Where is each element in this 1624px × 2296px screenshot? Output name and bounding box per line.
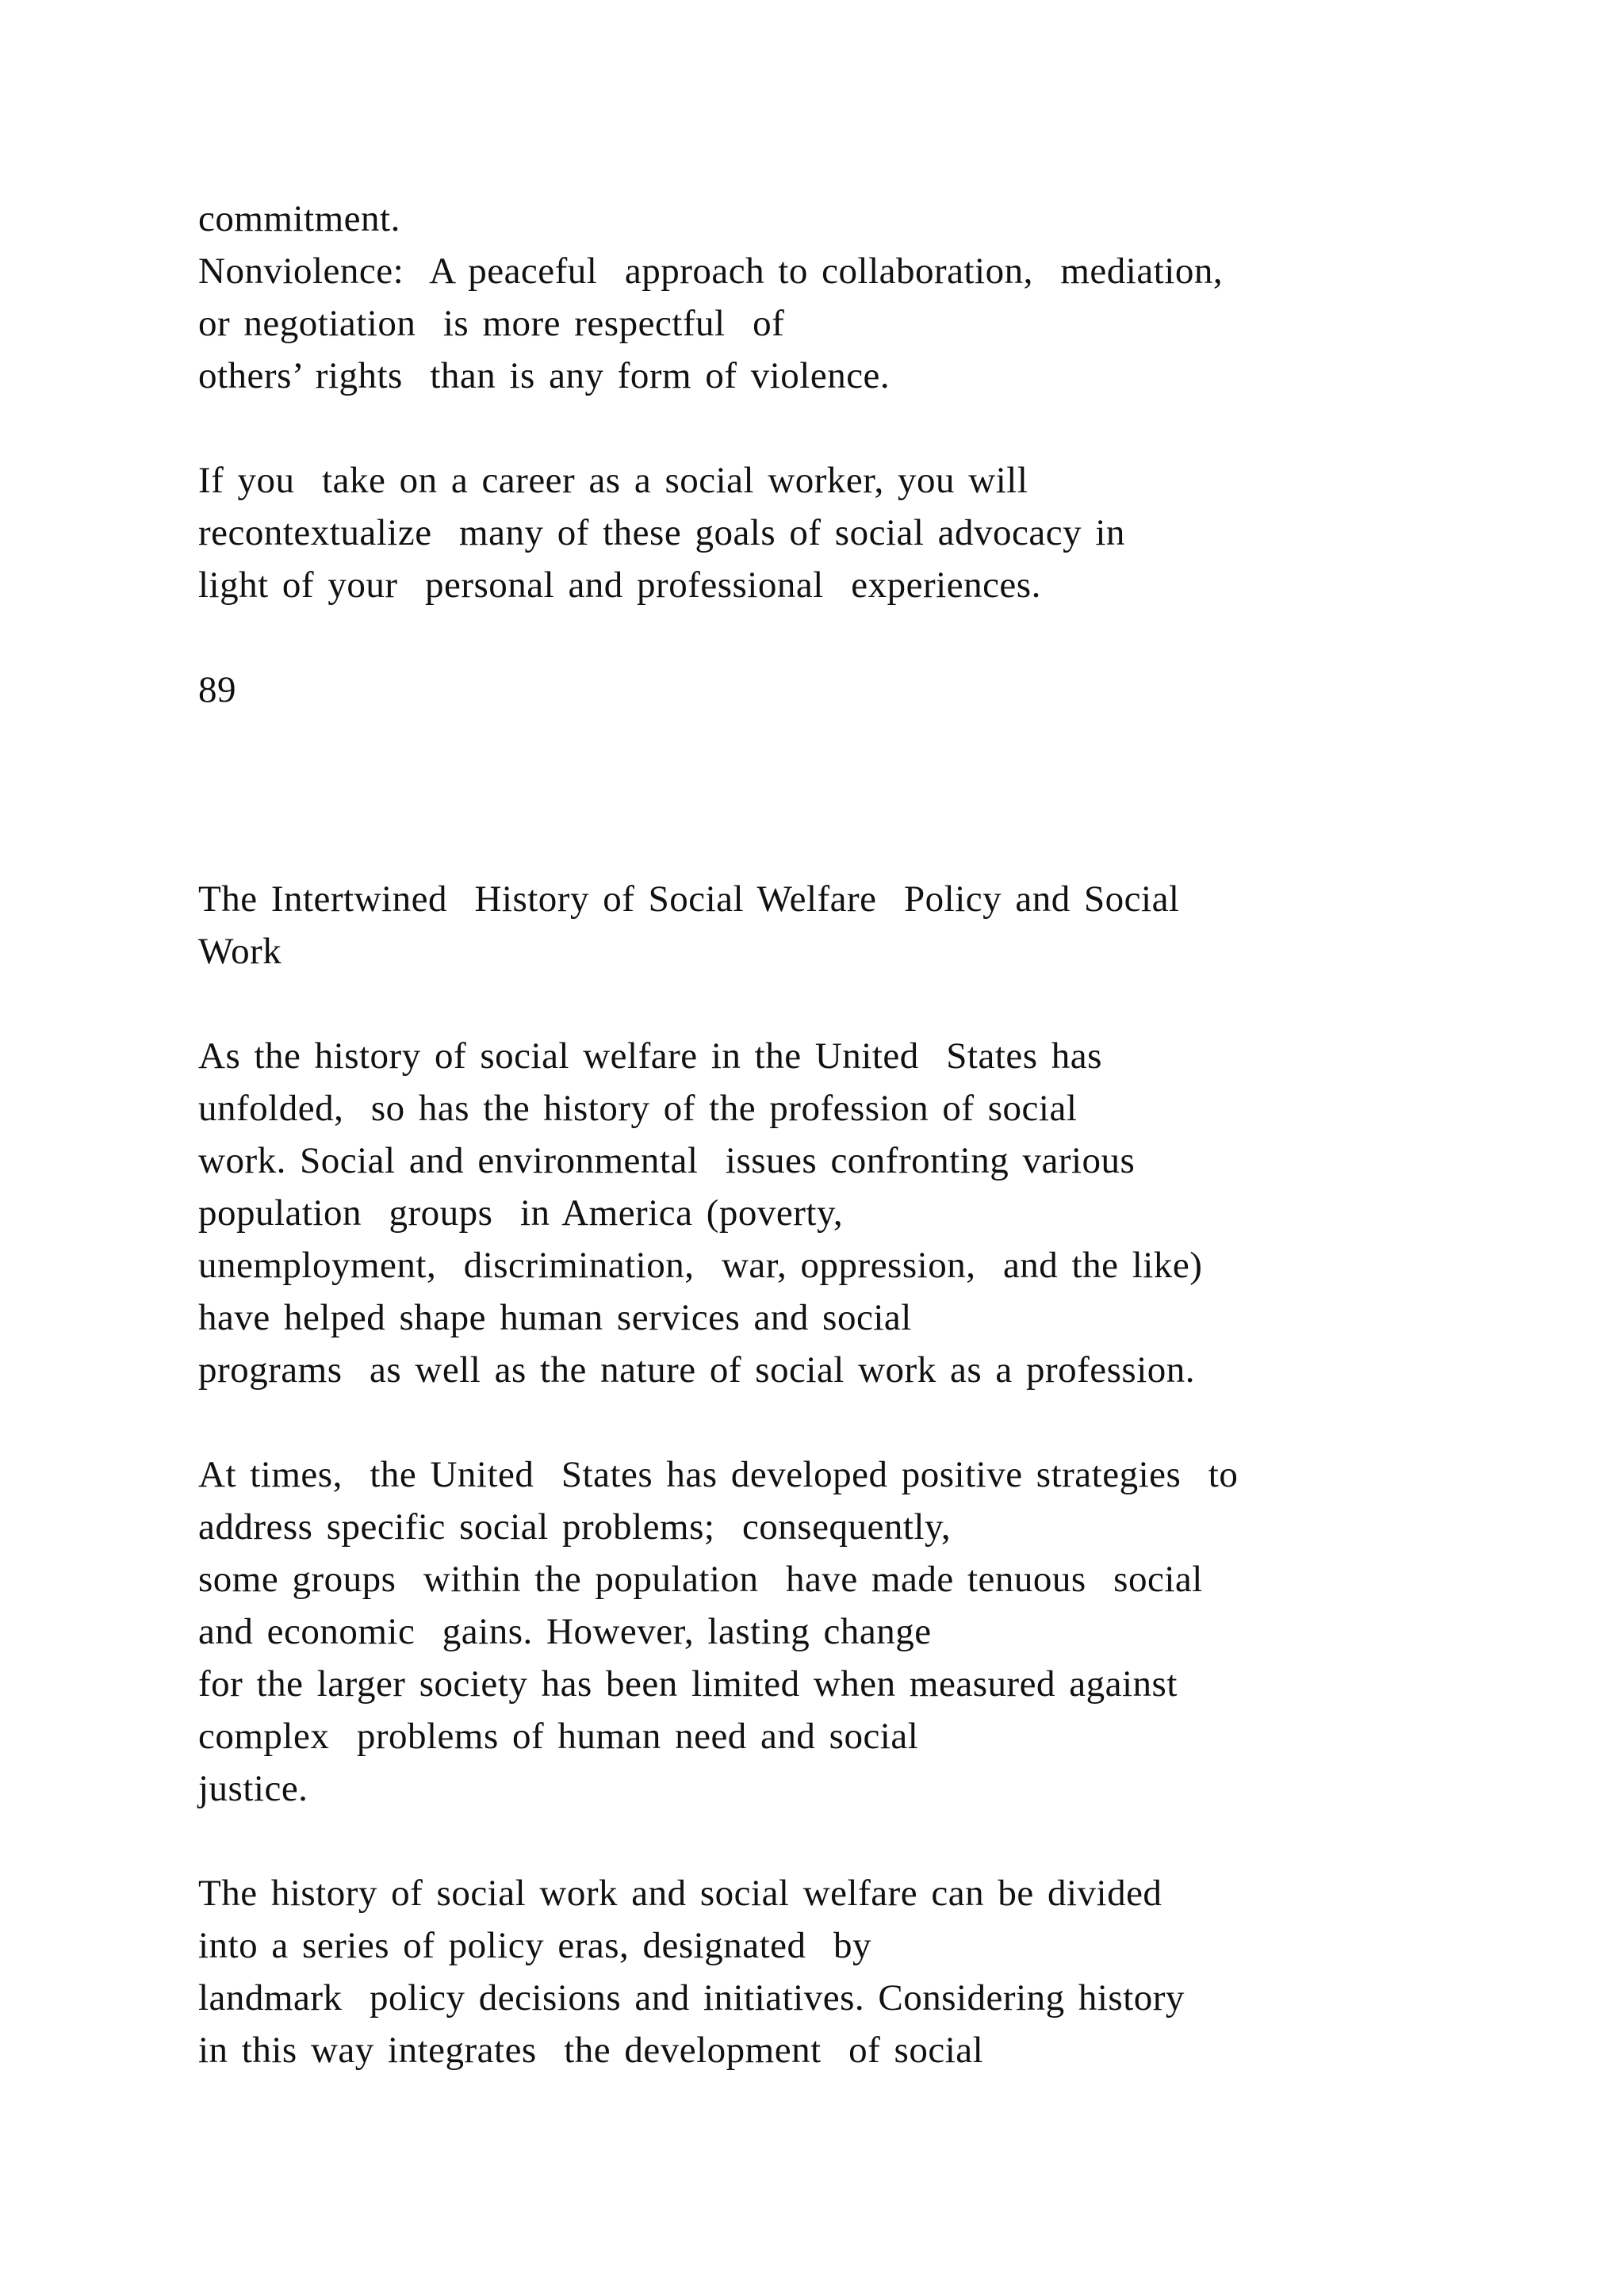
text-line: unfolded, so has the history of the profession of social xyxy=(198,1088,1078,1129)
text-line: landmark policy decisions and initiatives. Considering history xyxy=(198,1977,1185,2019)
text-line: for the larger society has been limited when measured against xyxy=(198,1663,1178,1705)
text-line: As the history of social welfare in the United States has xyxy=(198,1035,1102,1077)
text-line: justice. xyxy=(198,1768,308,1809)
paragraph-gap xyxy=(198,978,1546,1030)
text-line: and economic gains. However, lasting change xyxy=(198,1611,932,1652)
text-line: recontextualize many of these goals of social advocacy in xyxy=(198,512,1125,553)
text-line: in this way integrates the development of social xyxy=(198,2030,984,2071)
text-line: population groups in America (poverty, xyxy=(198,1192,844,1234)
text-line: others’ rights than is any form of violence. xyxy=(198,355,891,396)
paragraph-gap xyxy=(198,1815,1546,1867)
section-heading: Work xyxy=(198,931,282,972)
text-line: into a series of policy eras, designated by xyxy=(198,1925,872,1966)
text-line: The history of social work and social welfare can be divided xyxy=(198,1873,1162,1914)
text-line: light of your personal and professional experiences. xyxy=(198,564,1041,606)
text-line: some groups within the population have made tenuous social xyxy=(198,1559,1203,1600)
text-line: commitment. xyxy=(198,198,400,239)
text-line: or negotiation is more respectful of xyxy=(198,303,785,344)
paragraph-gap xyxy=(198,611,1546,664)
text-line: work. Social and environmental issues confronting various xyxy=(198,1140,1136,1181)
text-line: address specific social problems; consequently, xyxy=(198,1506,952,1548)
text-line: At times, the United States has developed positive strategies to xyxy=(198,1454,1239,1495)
page-number: 89 xyxy=(198,669,236,710)
paragraph-gap xyxy=(198,402,1546,454)
text-line: programs as well as the nature of social work as a profession. xyxy=(198,1349,1196,1391)
page-break-gap xyxy=(198,716,1546,873)
text-line: unemployment, discrimination, war, oppression, and the like) xyxy=(198,1245,1203,1286)
section-heading: The Intertwined History of Social Welfare Policy and Social xyxy=(198,878,1180,920)
text-line: If you take on a career as a social worker, you will xyxy=(198,460,1028,501)
text-line: have helped shape human services and social xyxy=(198,1297,912,1338)
paragraph-gap xyxy=(198,1396,1546,1448)
text-line: complex problems of human need and social xyxy=(198,1716,919,1757)
text-line: Nonviolence: A peaceful approach to collaboration, mediation, xyxy=(198,251,1224,292)
document-body xyxy=(198,193,1546,2076)
